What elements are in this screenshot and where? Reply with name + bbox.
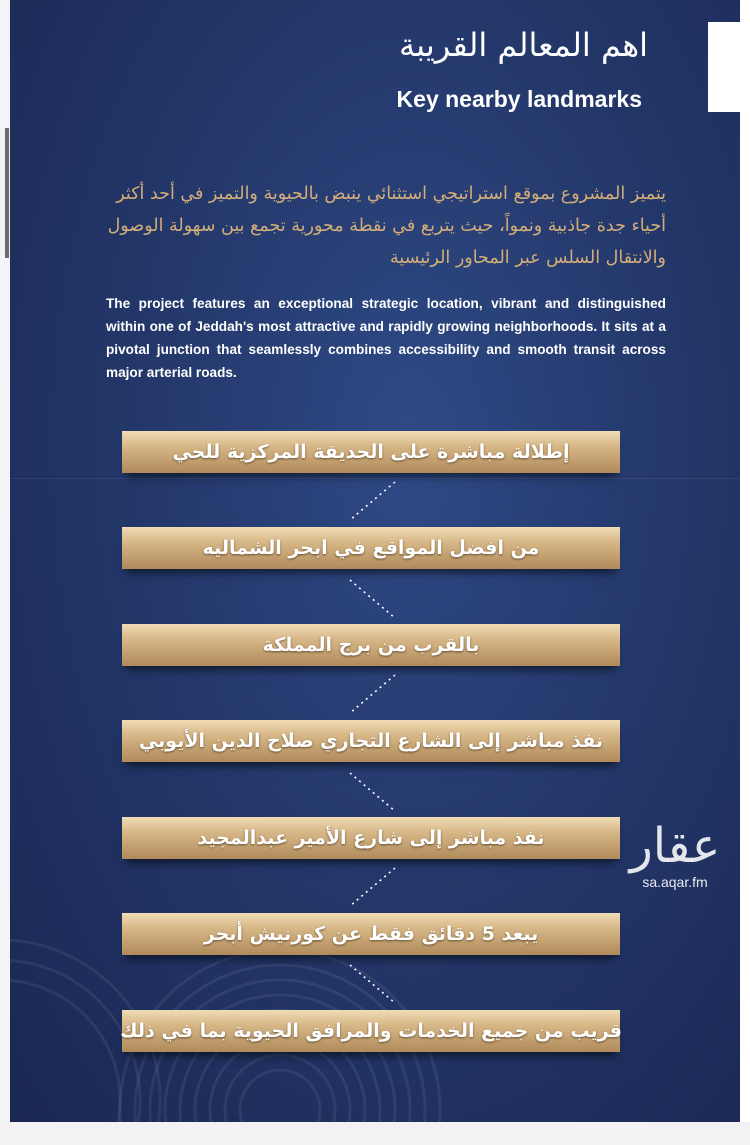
left-edge bbox=[0, 0, 10, 1145]
watermark-brand: عقار bbox=[629, 818, 721, 874]
aqar-watermark bbox=[612, 820, 738, 890]
title-english: Key nearby landmarks bbox=[396, 86, 642, 112]
white-tab bbox=[708, 22, 740, 112]
landmark-text: نفذ مباشر إلى شارع الأمير عبدالمجيد bbox=[197, 827, 545, 849]
landmark-text: يبعد 5 دقائق فقط عن كورنيش أبحر bbox=[203, 923, 539, 945]
scroll-indicator bbox=[5, 128, 9, 258]
landmark-text: نفذ مباشر إلى الشارع التجاري صلاح الدين الأيوبي bbox=[138, 730, 604, 752]
bottom-strip bbox=[0, 1122, 750, 1145]
landmark-text: من افضل المواقع في ابحر الشماليه bbox=[202, 537, 540, 559]
landmark-text: بالقرب من برج المملكة bbox=[262, 634, 480, 656]
landmarks-panel bbox=[10, 0, 740, 1122]
landmark-pill bbox=[122, 1010, 620, 1052]
landmark-pill bbox=[122, 624, 620, 666]
landmark-pill bbox=[122, 720, 620, 762]
landmark-pill bbox=[122, 913, 620, 955]
watermark-domain: sa.aqar.fm bbox=[642, 874, 708, 890]
landmark-pill bbox=[122, 817, 620, 859]
description-arabic: يتميز المشروع بموقع استراتيجي استثنائي ينبض بالحيوية والتميز في أحد أكثر أحياء جدة جاذبية ونمواً، حيث يتربع في نقطة محورية تجمع بين سهولة الوصول والانتقال السلس عبر المحاور الرئيسية bbox=[107, 184, 666, 268]
landmark-text: قريب من جميع الخدمات والمرافق الحيوية بما في ذلك bbox=[120, 1020, 622, 1042]
landmark-pill bbox=[122, 431, 620, 473]
landmark-pill bbox=[122, 527, 620, 569]
description-english: The project features an exceptional strategic location, vibrant and distinguished within one of Jeddah's most attractive and rapidly growing neighborhoods. It sits at a pivotal junction that seamlessly combines accessibility and smooth transit across major arterial roads. bbox=[106, 296, 666, 380]
landmark-text: إطلالة مباشرة على الحديقة المركزية للحي bbox=[172, 441, 570, 463]
title-arabic: اهم المعالم القريبة bbox=[399, 26, 648, 64]
